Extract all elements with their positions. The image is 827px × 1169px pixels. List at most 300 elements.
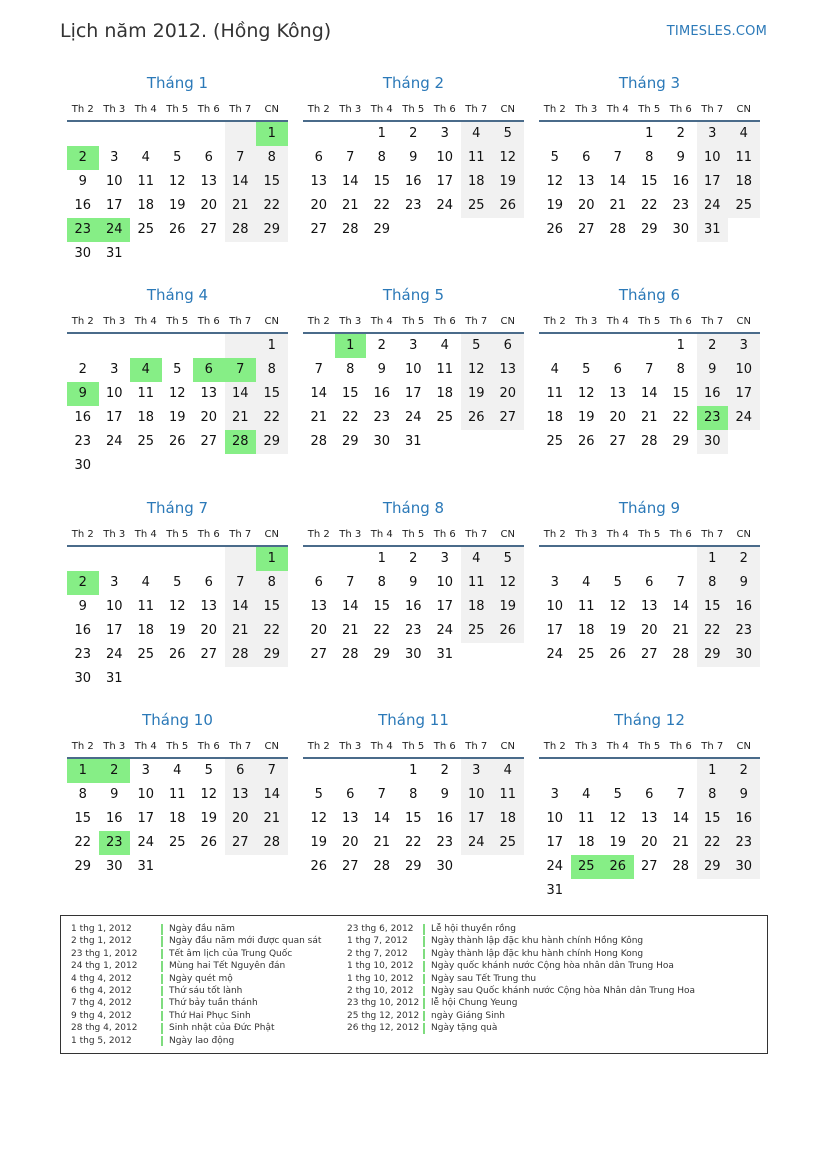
- day-cell: 15: [256, 170, 288, 194]
- day-cell: 14: [640, 386, 658, 401]
- day-cell: 7: [346, 575, 355, 590]
- month-title: Tháng 5: [382, 286, 445, 304]
- day-cell: 7: [225, 146, 257, 170]
- weekday-label: Th 6: [433, 741, 456, 752]
- day-cell: 10: [105, 174, 123, 189]
- empty-cell: [539, 122, 571, 146]
- empty-cell: [634, 547, 666, 571]
- day-cell: 3: [141, 763, 150, 778]
- weekday-header: [539, 737, 760, 759]
- weekday-label: Th 7: [229, 316, 252, 327]
- day-cell: 8: [78, 787, 87, 802]
- weekday-label: Th 2: [71, 316, 94, 327]
- weekday-label: Th 4: [134, 741, 157, 752]
- weekday-label: Th 2: [307, 316, 330, 327]
- day-cell: 19: [492, 595, 524, 619]
- empty-cell: [225, 547, 257, 571]
- empty-cell: [225, 334, 257, 358]
- day-cell: 11: [546, 386, 564, 401]
- holiday-day-cell: 23: [99, 831, 131, 855]
- day-cell: 5: [582, 362, 591, 377]
- day-cell: 7: [613, 150, 622, 165]
- legend-holiday-name: lễ hội Chung Yeung: [431, 998, 518, 1009]
- weekday-label: CN: [500, 741, 515, 752]
- legend-marker: [161, 974, 163, 985]
- month-6: [539, 282, 760, 454]
- legend-marker: [161, 998, 163, 1009]
- weekday-header: [303, 737, 524, 759]
- day-cell: 5: [613, 787, 622, 802]
- day-cell: 3: [550, 575, 559, 590]
- day-cell: 29: [373, 647, 391, 662]
- day-cell: 21: [225, 194, 257, 218]
- weekday-label: CN: [264, 104, 279, 115]
- weekday-label: Th 4: [370, 316, 393, 327]
- legend-holiday-name: Ngày quét mộ: [169, 973, 233, 984]
- day-cell: 29: [256, 643, 288, 667]
- legend-holiday-name: Ngày đầu năm mới được quan sát: [169, 936, 322, 947]
- weekday-label: Th 3: [575, 316, 598, 327]
- day-cell: 25: [492, 831, 524, 855]
- empty-cell: [335, 122, 367, 146]
- day-cell: 24: [697, 194, 729, 218]
- weekday-label: Th 2: [543, 104, 566, 115]
- day-cell: 17: [105, 198, 123, 213]
- legend-holiday-name: Sinh nhật của Đức Phật: [169, 1023, 275, 1034]
- day-cell: 5: [173, 575, 182, 590]
- holiday-legend: [60, 915, 768, 1054]
- day-cell: 14: [310, 386, 328, 401]
- day-cell: 1: [697, 759, 729, 783]
- legend-date: 23 thg 1, 2012: [71, 948, 138, 959]
- day-cell: 21: [609, 198, 627, 213]
- month-9: [539, 495, 760, 667]
- legend-date: 2 thg 1, 2012: [71, 936, 132, 947]
- legend-marker: [161, 1011, 163, 1022]
- day-cell: 28: [310, 434, 328, 449]
- legend-date: 25 thg 12, 2012: [347, 1010, 420, 1021]
- day-cell: 20: [310, 623, 328, 638]
- day-cell: 24: [137, 835, 155, 850]
- day-cell: 22: [373, 198, 391, 213]
- legend-holiday-name: Ngày lao động: [169, 1035, 235, 1046]
- day-cell: 21: [672, 835, 690, 850]
- legend-date: 2 thg 7, 2012: [347, 948, 408, 959]
- day-cell: 29: [341, 434, 359, 449]
- legend-marker: [423, 924, 425, 935]
- weekday-label: Th 4: [606, 104, 629, 115]
- day-cell: 6: [314, 150, 323, 165]
- weekday-label: Th 5: [638, 741, 661, 752]
- empty-cell: [571, 547, 603, 571]
- weekday-label: Th 6: [669, 104, 692, 115]
- empty-cell: [571, 334, 603, 358]
- day-cell: 9: [440, 787, 449, 802]
- day-cell: 22: [341, 410, 359, 425]
- empty-cell: [130, 547, 162, 571]
- day-cell: 7: [645, 362, 654, 377]
- day-cell: 19: [609, 835, 627, 850]
- weekday-label: Th 2: [543, 316, 566, 327]
- weekday-label: Th 4: [370, 741, 393, 752]
- weekday-header: [539, 100, 760, 122]
- day-cell: 8: [346, 362, 355, 377]
- weekday-label: Th 4: [370, 104, 393, 115]
- day-grid: [539, 547, 760, 667]
- day-cell: 11: [492, 783, 524, 807]
- day-cell: 14: [225, 382, 257, 406]
- day-cell: 24: [546, 859, 564, 874]
- weekday-label: Th 5: [402, 741, 425, 752]
- day-cell: 17: [697, 170, 729, 194]
- day-cell: 29: [74, 859, 92, 874]
- empty-cell: [634, 334, 666, 358]
- empty-cell: [225, 122, 257, 146]
- day-cell: 31: [404, 434, 422, 449]
- day-cell: 13: [310, 599, 328, 614]
- day-cell: 25: [137, 434, 155, 449]
- day-cell: 7: [256, 759, 288, 783]
- day-cell: 24: [436, 623, 454, 638]
- weekday-label: Th 5: [638, 529, 661, 540]
- legend-marker: [161, 1023, 163, 1034]
- day-cell: 26: [546, 222, 564, 237]
- day-cell: 14: [225, 595, 257, 619]
- day-cell: 28: [640, 434, 658, 449]
- day-cell: 18: [461, 170, 493, 194]
- weekday-label: Th 5: [638, 316, 661, 327]
- weekday-label: Th 3: [103, 316, 126, 327]
- day-cell: 8: [256, 358, 288, 382]
- legend-marker: [161, 986, 163, 997]
- day-cell: 15: [640, 174, 658, 189]
- day-cell: 26: [168, 434, 186, 449]
- empty-cell: [130, 334, 162, 358]
- day-cell: 3: [110, 575, 119, 590]
- day-cell: 13: [200, 174, 218, 189]
- legend-holiday-name: Lễ hội thuyền rồng: [431, 924, 516, 934]
- weekday-label: Th 7: [701, 104, 724, 115]
- day-cell: 14: [341, 599, 359, 614]
- day-cell: 16: [728, 595, 760, 619]
- legend-holiday-name: Ngày thành lập đặc khu hành chính Hong Kong: [431, 948, 644, 959]
- empty-cell: [193, 547, 225, 571]
- weekday-label: Th 3: [575, 741, 598, 752]
- day-cell: 5: [492, 122, 524, 146]
- legend-date: 6 thg 4, 2012: [71, 985, 132, 996]
- legend-holiday-name: Ngày sau Tết Trung thu: [431, 973, 537, 984]
- empty-cell: [335, 547, 367, 571]
- day-cell: 13: [640, 811, 658, 826]
- day-cell: 27: [341, 859, 359, 874]
- day-cell: 14: [672, 599, 690, 614]
- day-cell: 8: [377, 150, 386, 165]
- day-cell: 19: [492, 170, 524, 194]
- day-cell: 16: [404, 174, 422, 189]
- weekday-label: Th 3: [339, 316, 362, 327]
- weekday-label: Th 3: [103, 104, 126, 115]
- weekday-header: [67, 312, 288, 334]
- day-cell: 24: [436, 198, 454, 213]
- legend-holiday-name: ngày Giáng Sinh: [431, 1010, 506, 1021]
- legend-holiday-name: Mùng hai Tết Nguyên đán: [169, 961, 286, 972]
- day-cell: 25: [461, 619, 493, 643]
- day-cell: 25: [137, 222, 155, 237]
- weekday-label: Th 6: [669, 529, 692, 540]
- empty-cell: [335, 759, 367, 783]
- day-cell: 2: [409, 126, 418, 141]
- empty-cell: [67, 334, 99, 358]
- day-cell: 31: [137, 859, 155, 874]
- day-cell: 2: [78, 362, 87, 377]
- day-cell: 4: [461, 122, 493, 146]
- weekday-label: Th 4: [606, 741, 629, 752]
- day-grid: [303, 122, 524, 242]
- day-cell: 14: [341, 174, 359, 189]
- weekday-label: Th 6: [197, 104, 220, 115]
- day-cell: 15: [404, 811, 422, 826]
- weekday-label: Th 4: [370, 529, 393, 540]
- day-cell: 18: [577, 623, 595, 638]
- day-cell: 6: [204, 150, 213, 165]
- day-cell: 4: [141, 150, 150, 165]
- day-cell: 20: [492, 382, 524, 406]
- day-cell: 5: [550, 150, 559, 165]
- day-cell: 27: [492, 406, 524, 430]
- day-cell: 31: [436, 647, 454, 662]
- empty-cell: [99, 334, 131, 358]
- day-cell: 19: [168, 198, 186, 213]
- day-cell: 17: [436, 174, 454, 189]
- day-cell: 26: [577, 434, 595, 449]
- empty-cell: [602, 547, 634, 571]
- holiday-day-cell: 23: [697, 406, 729, 430]
- empty-cell: [571, 122, 603, 146]
- empty-cell: [303, 334, 335, 358]
- day-cell: 21: [341, 198, 359, 213]
- day-cell: 17: [546, 835, 564, 850]
- weekday-label: Th 5: [402, 104, 425, 115]
- day-cell: 23: [373, 410, 391, 425]
- day-cell: 11: [461, 146, 493, 170]
- weekday-header: [303, 312, 524, 334]
- legend-marker: [423, 949, 425, 960]
- day-cell: 26: [168, 222, 186, 237]
- day-cell: 29: [697, 855, 729, 879]
- empty-cell: [602, 759, 634, 783]
- empty-cell: [162, 122, 194, 146]
- day-cell: 31: [105, 671, 123, 686]
- empty-cell: [634, 759, 666, 783]
- day-cell: 18: [137, 623, 155, 638]
- legend-date: 28 thg 4, 2012: [71, 1023, 138, 1034]
- day-cell: 29: [373, 222, 391, 237]
- legend-marker: [423, 1023, 425, 1034]
- day-cell: 15: [74, 811, 92, 826]
- day-cell: 11: [577, 811, 595, 826]
- empty-cell: [366, 759, 398, 783]
- day-cell: 3: [550, 787, 559, 802]
- day-cell: 19: [577, 410, 595, 425]
- day-cell: 14: [373, 811, 391, 826]
- legend-holiday-name: Ngày tặng quà: [431, 1023, 498, 1034]
- legend-holiday-name: Thứ Hai Phục Sinh: [169, 1010, 251, 1021]
- day-cell: 29: [672, 434, 690, 449]
- day-grid: [303, 759, 524, 879]
- day-cell: 20: [200, 623, 218, 638]
- day-cell: 23: [728, 619, 760, 643]
- day-cell: 26: [310, 859, 328, 874]
- legend-marker: [161, 936, 163, 947]
- day-cell: 18: [577, 835, 595, 850]
- weekday-label: Th 3: [339, 529, 362, 540]
- day-cell: 22: [672, 410, 690, 425]
- day-cell: 11: [168, 787, 186, 802]
- day-cell: 19: [461, 382, 493, 406]
- day-cell: 1: [645, 126, 654, 141]
- day-cell: 6: [645, 575, 654, 590]
- day-cell: 9: [676, 150, 685, 165]
- day-cell: 4: [461, 547, 493, 571]
- day-cell: 18: [546, 410, 564, 425]
- day-cell: 23: [404, 623, 422, 638]
- legend-date: 1 thg 1, 2012: [71, 924, 132, 934]
- day-cell: 3: [461, 759, 493, 783]
- weekday-header: [67, 100, 288, 122]
- day-cell: 12: [168, 174, 186, 189]
- day-cell: 10: [137, 787, 155, 802]
- day-cell: 8: [409, 787, 418, 802]
- month-title: Tháng 4: [146, 286, 209, 304]
- day-cell: 24: [404, 410, 422, 425]
- legend-marker: [161, 924, 163, 935]
- day-cell: 15: [373, 599, 391, 614]
- day-cell: 28: [609, 222, 627, 237]
- day-cell: 5: [204, 763, 213, 778]
- day-cell: 15: [672, 386, 690, 401]
- day-cell: 22: [74, 835, 92, 850]
- weekday-label: Th 2: [307, 529, 330, 540]
- day-cell: 22: [640, 198, 658, 213]
- day-cell: 16: [74, 198, 92, 213]
- holiday-day-cell: 2: [67, 571, 99, 595]
- weekday-label: CN: [264, 529, 279, 540]
- weekday-label: CN: [736, 104, 751, 115]
- day-cell: 7: [346, 150, 355, 165]
- day-cell: 12: [492, 571, 524, 595]
- weekday-header: [67, 525, 288, 547]
- day-cell: 10: [728, 358, 760, 382]
- day-cell: 12: [310, 811, 328, 826]
- day-cell: 8: [697, 571, 729, 595]
- day-cell: 10: [436, 150, 454, 165]
- day-cell: 28: [672, 647, 690, 662]
- day-cell: 11: [461, 571, 493, 595]
- holiday-day-cell: 26: [602, 855, 634, 879]
- day-cell: 15: [697, 807, 729, 831]
- day-cell: 26: [168, 647, 186, 662]
- weekday-label: Th 6: [669, 316, 692, 327]
- day-cell: 8: [676, 362, 685, 377]
- empty-cell: [602, 122, 634, 146]
- weekday-label: CN: [264, 316, 279, 327]
- empty-cell: [99, 122, 131, 146]
- month-10: [67, 707, 288, 879]
- site-link[interactable]: TIMESLES.COM: [666, 24, 767, 39]
- day-cell: 16: [105, 811, 123, 826]
- day-cell: 1: [676, 338, 685, 353]
- weekday-label: Th 7: [465, 104, 488, 115]
- month-11: [303, 707, 524, 879]
- holiday-day-cell: 2: [99, 759, 131, 783]
- day-cell: 16: [697, 382, 729, 406]
- day-cell: 20: [200, 198, 218, 213]
- day-cell: 17: [105, 623, 123, 638]
- day-cell: 17: [404, 386, 422, 401]
- day-grid: [539, 759, 760, 903]
- day-cell: 23: [74, 434, 92, 449]
- weekday-header: [539, 312, 760, 334]
- day-cell: 1: [377, 551, 386, 566]
- weekday-label: Th 2: [71, 741, 94, 752]
- day-cell: 30: [672, 222, 690, 237]
- empty-cell: [571, 759, 603, 783]
- weekday-label: Th 3: [575, 104, 598, 115]
- day-cell: 22: [404, 835, 422, 850]
- day-cell: 22: [373, 623, 391, 638]
- day-cell: 9: [78, 174, 87, 189]
- month-title: Tháng 1: [146, 74, 209, 92]
- weekday-label: Th 4: [134, 529, 157, 540]
- day-cell: 17: [728, 382, 760, 406]
- day-cell: 17: [546, 623, 564, 638]
- day-cell: 5: [461, 334, 493, 358]
- day-cell: 28: [373, 859, 391, 874]
- day-cell: 9: [728, 783, 760, 807]
- day-cell: 6: [314, 575, 323, 590]
- weekday-label: Th 2: [71, 104, 94, 115]
- day-cell: 16: [436, 811, 454, 826]
- month-7: [67, 495, 288, 691]
- day-cell: 13: [640, 599, 658, 614]
- weekday-label: Th 7: [465, 316, 488, 327]
- day-cell: 21: [341, 623, 359, 638]
- day-cell: 18: [492, 807, 524, 831]
- day-cell: 12: [200, 787, 218, 802]
- day-cell: 23: [74, 647, 92, 662]
- day-cell: 27: [200, 647, 218, 662]
- month-title: Tháng 10: [142, 711, 213, 729]
- day-cell: 24: [728, 406, 760, 430]
- day-cell: 26: [492, 619, 524, 643]
- holiday-day-cell: 9: [67, 382, 99, 406]
- day-cell: 18: [137, 198, 155, 213]
- legend-holiday-name: Ngày đầu năm: [169, 924, 235, 934]
- holiday-day-cell: 23: [67, 218, 99, 242]
- legend-date: 26 thg 12, 2012: [347, 1023, 420, 1034]
- empty-cell: [193, 122, 225, 146]
- day-cell: 11: [137, 174, 155, 189]
- weekday-label: Th 6: [197, 316, 220, 327]
- day-cell: 4: [728, 122, 760, 146]
- day-cell: 5: [173, 362, 182, 377]
- weekday-label: Th 3: [103, 529, 126, 540]
- day-grid: [67, 334, 288, 478]
- day-cell: 3: [440, 551, 449, 566]
- day-cell: 23: [436, 835, 454, 850]
- legend-date: 9 thg 4, 2012: [71, 1010, 132, 1021]
- weekday-header: [539, 525, 760, 547]
